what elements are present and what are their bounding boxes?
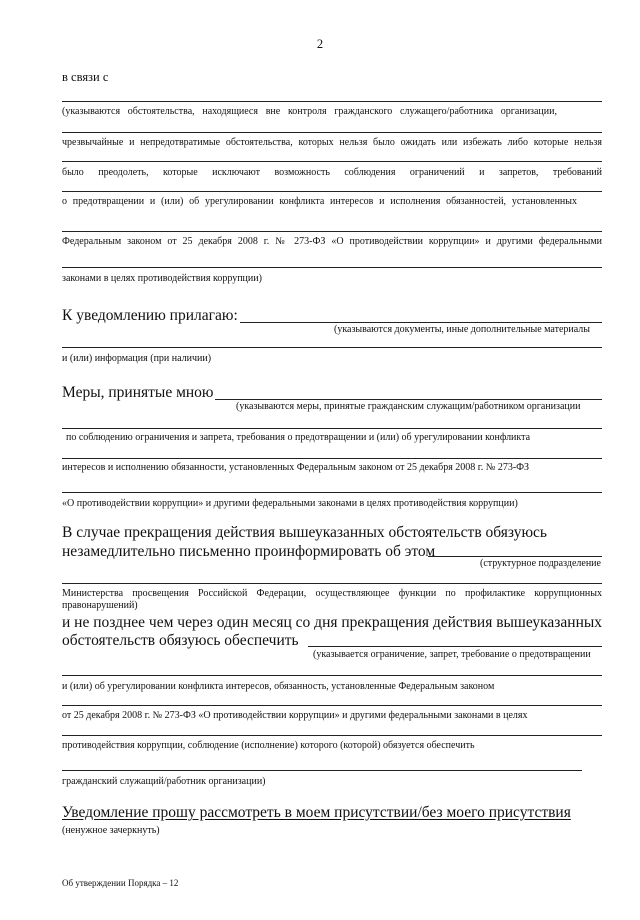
fill-line [62, 458, 602, 459]
fill-line [62, 675, 602, 676]
termination-hint-2: Министерства просвещения Российской Федерации, осуществляющее функции по профилактике коррупционных [62, 588, 602, 599]
fill-line [62, 583, 602, 584]
fill-line [215, 399, 602, 400]
attachment-label: К уведомлению прилагаю: [62, 307, 238, 324]
attachment-hint-2: и (или) информация (при наличии) [62, 353, 212, 364]
obligation-hint-1: (указывается ограничение, запрет, требование о предотвращении [313, 649, 591, 660]
fill-line [428, 556, 602, 557]
measures-hint-4: «О противодействии коррупции» и другими федеральными законами в целях противодействия коррупции) [62, 498, 518, 509]
circumstances-hint-1: (указываются обстоятельства, находящиеся вне контроля гражданского служащего/работника организации, [62, 106, 557, 117]
fill-line [62, 428, 602, 429]
fill-line [308, 646, 602, 647]
termination-hint-1: (структурное подразделение [480, 558, 601, 569]
obligation-text-1: и не позднее чем через один месяц со дня прекращения действия вышеуказанных [62, 614, 603, 631]
circumstances-hint-5: Федеральным законом от 25 декабря 2008 г. № 273-ФЗ «О противодействии коррупции» и другими федеральными [62, 236, 602, 247]
measures-hint-2: по соблюдению ограничения и запрета, требования о предотвращении и (или) об урегулировании конфликта [66, 432, 531, 443]
obligation-hint-5: гражданский служащий/работник организации) [62, 776, 266, 787]
termination-hint-3: правонарушений) [62, 600, 138, 611]
attachment-hint-1: (указываются документы, иные дополнительные материалы [334, 324, 590, 335]
measures-hint-3: интересов и исполнению обязанности, установленных Федеральным законом от 25 декабря 2008 г. № 273-ФЗ [62, 462, 530, 473]
presence-request: Уведомление прошу рассмотреть в моем присутствии/без моего присутствия [62, 804, 571, 821]
measures-label: Меры, принятые мною [62, 384, 214, 401]
fill-line [240, 322, 602, 323]
presence-hint: (ненужное зачеркнуть) [62, 825, 160, 836]
page-number: 2 [316, 37, 324, 51]
fill-line [62, 191, 602, 192]
footer-text: Об утверждении Порядка – 12 [62, 878, 179, 888]
fill-line [62, 161, 602, 162]
circumstances-hint-3: было преодолеть, которые исключают возможность соблюдения ограничений и запретов, требований [62, 167, 602, 178]
fill-line [62, 231, 602, 232]
intro-text: в связи с [62, 70, 109, 84]
obligation-hint-3: от 25 декабря 2008 г. № 273-ФЗ «О противодействии коррупции» и другими федеральными законами в целях [62, 710, 528, 721]
circumstances-hint-2: чрезвычайные и непредотвратимые обстоятельства, которых нельзя было ожидать или избежать либо которые нельзя [62, 137, 602, 148]
fill-line [62, 267, 602, 268]
fill-line [62, 101, 602, 102]
obligation-hint-4: противодействия коррупции, соблюдение (исполнение) которого (которой) обязуется обеспечить [62, 740, 475, 751]
termination-text-1: В случае прекращения действия вышеуказанных обстоятельств обязуюсь [62, 524, 547, 541]
circumstances-hint-6: законами в целях противодействия коррупции) [62, 273, 262, 284]
circumstances-hint-4: о предотвращении и (или) об урегулировании конфликта интересов и исполнения обязанностей, установленных [62, 196, 577, 207]
fill-line [62, 770, 582, 771]
fill-line [62, 492, 602, 493]
fill-line [62, 735, 602, 736]
termination-text-2: незамедлительно письменно проинформировать об этом [62, 543, 436, 560]
fill-line [62, 705, 602, 706]
measures-hint-1: (указываются меры, принятые гражданским служащим/работником организации [236, 401, 581, 412]
obligation-hint-2: и (или) об урегулировании конфликта интересов, обязанность, установленные Федеральным законом [62, 681, 495, 692]
obligation-text-2: обстоятельств обязуюсь обеспечить [62, 632, 299, 649]
fill-line [62, 347, 602, 348]
fill-line [62, 132, 602, 133]
